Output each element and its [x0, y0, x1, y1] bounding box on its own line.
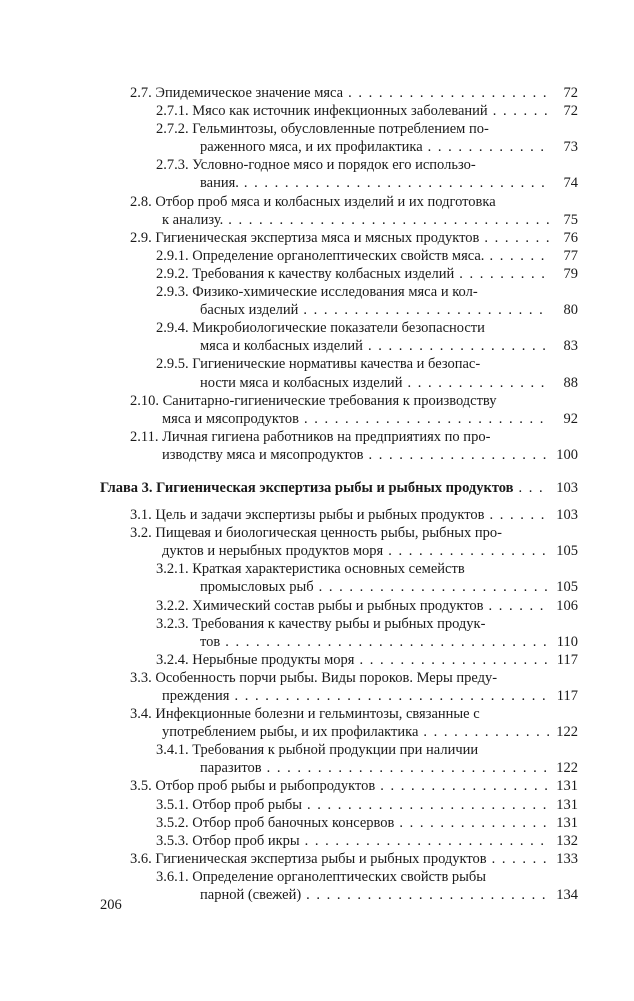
toc-entry-line: [100, 615, 578, 633]
toc-entry-text: 2.9.5. Гигиенические нормативы качества и безопас-: [156, 356, 481, 373]
toc-page-number: 106: [556, 597, 578, 614]
toc-entry-line: [100, 868, 578, 886]
toc-page-number: 92: [563, 410, 578, 427]
toc-entry-line: [100, 669, 578, 687]
toc-entry-line: [100, 651, 578, 669]
toc-entry: [100, 651, 578, 669]
toc-entry: [100, 615, 578, 651]
toc-entry-line: [100, 211, 578, 229]
dot-leader: [267, 759, 549, 777]
toc-page-number: 103: [556, 479, 578, 496]
toc-entry-line: [100, 741, 578, 759]
toc-entry-text: 3.2.4. Нерыбные продукты моря: [156, 651, 355, 668]
toc-page-number: 122: [556, 724, 578, 741]
toc-entry-text: 2.9.3. Физико-химические исследования мяса и кол-: [156, 284, 478, 301]
toc-entry: [100, 156, 578, 192]
toc-entry-line: [100, 301, 578, 319]
toc-entry: [100, 868, 578, 904]
toc-entry-line: [100, 597, 578, 615]
toc-entry-line: [100, 428, 578, 446]
toc-page-number: 133: [556, 850, 578, 867]
dot-leader: [484, 229, 549, 247]
toc-page-number: 110: [556, 633, 578, 650]
toc-page-number: 73: [563, 139, 578, 156]
toc-entry: [100, 741, 578, 777]
toc-entry: [100, 832, 578, 850]
toc-entry-text: 2.11. Личная гигиена работников на предприятиях по про-: [130, 428, 491, 445]
toc-entry-text: 3.5.1. Отбор проб рыбы: [156, 796, 302, 813]
toc-entry: [100, 229, 578, 247]
toc-entry-text: 2.9.2. Требования к качеству колбасных изделий: [156, 265, 455, 282]
toc-entry-text: 2.10. Санитарно-гигиенические требования к производству: [130, 392, 497, 409]
dot-leader: [519, 479, 550, 497]
toc-entry-line: [100, 687, 578, 705]
toc-entry-text: 2.7.1. Мясо как источник инфекционных заболеваний: [156, 103, 488, 120]
toc-entry: [100, 428, 578, 464]
toc-entry-text: Глава 3. Гигиеническая экспертиза рыбы и рыбных продуктов: [100, 479, 514, 496]
toc-entry-text: 2.7.2. Гельминтозы, обусловленные потреблением по-: [156, 121, 489, 138]
dot-leader: [225, 633, 549, 651]
dot-leader: [303, 301, 549, 319]
toc-page-number: 117: [556, 688, 578, 704]
dot-leader: [234, 687, 549, 705]
dot-leader: [244, 174, 549, 192]
toc-entry-line: [100, 446, 578, 464]
toc-entry-text: 3.5.3. Отбор проб икры: [156, 832, 300, 849]
dot-leader: [388, 542, 549, 560]
toc-entry-text: 2.8. Отбор проб мяса и колбасных изделий и их подготовка: [130, 193, 496, 210]
dot-leader: [368, 337, 549, 355]
toc-page-number: 122: [556, 760, 578, 777]
toc-entry: [100, 560, 578, 596]
toc-entry: [100, 524, 578, 560]
toc-entry-text: раженного мяса, и их профилактика: [200, 139, 423, 156]
toc-page-number: 103: [556, 507, 578, 524]
toc-page-number: 74: [563, 175, 578, 192]
dot-leader: [489, 506, 549, 524]
dot-leader: [407, 374, 549, 392]
toc-entry: [100, 796, 578, 814]
toc-entry: [100, 319, 578, 355]
toc-page-number: 79: [563, 265, 578, 282]
toc-entry-text: 3.6. Гигиеническая экспертиза рыбы и рыбных продуктов: [130, 850, 487, 867]
toc-entry-text: 3.4.1. Требования к рыбной продукции при наличии: [156, 742, 479, 759]
toc-entry-line: [100, 247, 578, 265]
toc-entry: [100, 84, 578, 102]
toc-entry: [100, 247, 578, 265]
toc-entry-line: [100, 355, 578, 373]
dot-leader: [306, 886, 549, 904]
toc-entry-line: [100, 832, 578, 850]
toc-entry-text: 3.2.1. Краткая характеристика основных семейств: [156, 561, 465, 578]
dot-leader: [307, 796, 549, 814]
toc-entry-line: [100, 283, 578, 301]
toc-entry: [100, 597, 578, 615]
table-of-contents: [100, 84, 578, 904]
toc-chapter-heading: [100, 479, 578, 497]
toc-entry-line: [100, 759, 578, 777]
toc-entry-text: 3.5. Отбор проб рыбы и рыбопродуктов: [130, 778, 376, 795]
toc-entry-line: [100, 120, 578, 138]
toc-entry-text: преждения: [162, 688, 230, 704]
toc-entry-line: [100, 337, 578, 355]
toc-entry-line: [100, 814, 578, 832]
toc-entry-text: промысловых рыб: [200, 579, 314, 596]
toc-entry: [100, 705, 578, 741]
toc-entry-line: [100, 138, 578, 156]
toc-page-number: 77: [563, 247, 578, 264]
toc-page-number: 76: [563, 229, 578, 246]
toc-page-number: 83: [563, 338, 578, 355]
toc-page-number: 105: [556, 579, 578, 596]
dot-leader: [428, 138, 549, 156]
toc-entry-line: [100, 193, 578, 211]
page-footer-number: 206: [100, 897, 122, 913]
toc-page-number: 117: [556, 651, 578, 668]
toc-entry-text: 3.2.2. Химический состав рыбы и рыбных продуктов: [156, 597, 484, 614]
toc-entry-text: 2.9.1. Определение органолептических свойств мяса.: [156, 247, 485, 264]
toc-entry-text: 3.2.3. Требования к качеству рыбы и рыбных продук-: [156, 615, 486, 632]
toc-page-number: 72: [563, 85, 578, 101]
toc-entry-text: парной (свежей): [200, 887, 302, 904]
toc-entry: [100, 850, 578, 868]
toc-page-number: 131: [556, 778, 578, 795]
dot-leader: [492, 850, 549, 868]
toc-entry: [100, 120, 578, 156]
dot-leader: [319, 578, 549, 596]
toc-entry: [100, 777, 578, 795]
toc-entry-text: 3.4. Инфекционные болезни и гельминтозы, связанные с: [130, 706, 480, 723]
toc-entry-line: [100, 578, 578, 596]
toc-entry: [100, 193, 578, 229]
toc-entry-text: употреблением рыбы, и их профилактика: [162, 724, 419, 741]
dot-leader: [228, 211, 549, 229]
dot-leader: [423, 723, 549, 741]
toc-page-number: 131: [556, 814, 578, 831]
toc-page-number: 100: [556, 446, 578, 463]
toc-entry-text: 3.3. Особенность порчи рыбы. Виды пороков. Меры преду-: [130, 669, 498, 686]
toc-entry-line: [100, 886, 578, 904]
toc-entry-line: [100, 102, 578, 120]
toc-entry-line: [100, 229, 578, 247]
toc-entry-text: 3.2. Пищевая и биологическая ценность рыбы, рыбных про-: [130, 525, 502, 542]
dot-leader: [399, 814, 549, 832]
toc-page-number: 105: [556, 543, 578, 560]
toc-entry-text: мяса и мясопродуктов: [162, 410, 299, 427]
toc-entry-text: тов: [200, 633, 221, 650]
toc-entry-line: [100, 265, 578, 283]
toc-page-number: 134: [556, 887, 578, 904]
toc-entry: [100, 506, 578, 524]
dot-leader: [305, 832, 549, 850]
dot-leader: [380, 777, 549, 795]
toc-entry: [100, 283, 578, 319]
toc-entry-text: 2.9. Гигиеническая экспертиза мяса и мясных продуктов: [130, 229, 480, 246]
dot-leader: [304, 410, 549, 428]
dot-leader: [489, 247, 549, 265]
toc-page-number: 88: [563, 374, 578, 391]
toc-entry-text: паразитов: [200, 760, 262, 777]
dot-leader: [488, 597, 549, 615]
toc-entry-line: [100, 850, 578, 868]
toc-entry-line: [100, 633, 578, 651]
dot-leader: [368, 446, 549, 464]
toc-entry-line: [100, 374, 578, 392]
toc-entry-text: изводству мяса и мясопродуктов: [162, 446, 364, 463]
toc-entry: [100, 392, 578, 428]
toc-page-number: 131: [556, 796, 578, 813]
dot-leader: [493, 102, 549, 120]
toc-entry-line: [100, 705, 578, 723]
toc-entry: [100, 102, 578, 120]
toc-entry-text: басных изделий: [200, 302, 299, 319]
toc-entry: [100, 669, 578, 705]
toc-entry-text: 3.5.2. Отбор проб баночных консервов: [156, 814, 395, 831]
toc-entry-line: [100, 84, 578, 102]
toc-entry-line: [100, 542, 578, 560]
toc-entry-line: [100, 479, 578, 497]
toc-entry-text: 2.9.4. Микробиологические показатели безопасности: [156, 320, 485, 337]
toc-entry-line: [100, 777, 578, 795]
dot-leader: [459, 265, 549, 283]
toc-entry-text: дуктов и нерыбных продуктов моря: [162, 543, 384, 560]
toc-entry-text: 3.6.1. Определение органолептических свойств рыбы: [156, 868, 487, 885]
toc-entry-line: [100, 796, 578, 814]
toc-entry: [100, 355, 578, 391]
toc-page-number: 75: [563, 211, 578, 228]
dot-leader: [359, 651, 549, 669]
toc-entry-text: вания.: [200, 175, 239, 192]
toc-page-number: 132: [556, 832, 578, 849]
toc-entry-line: [100, 174, 578, 192]
toc-entry-line: [100, 156, 578, 174]
toc-page-number: 72: [563, 103, 578, 120]
toc-entry-line: [100, 410, 578, 428]
toc-entry-text: к анализу.: [162, 211, 224, 228]
dot-leader: [348, 84, 549, 102]
toc-entry-line: [100, 319, 578, 337]
toc-entry: [100, 814, 578, 832]
toc-entry-line: [100, 392, 578, 410]
toc-entry: [100, 265, 578, 283]
toc-entry-text: 2.7.3. Условно-годное мясо и порядок его использо-: [156, 157, 476, 174]
toc-entry-line: [100, 506, 578, 524]
toc-entry-line: [100, 524, 578, 542]
toc-entry-text: мяса и колбасных изделий: [200, 338, 363, 355]
toc-entry-text: ности мяса и колбасных изделий: [200, 374, 403, 391]
toc-entry-text: 2.7. Эпидемическое значение мяса: [130, 85, 344, 101]
toc-entry-line: [100, 560, 578, 578]
toc-entry-line: [100, 723, 578, 741]
toc-entry-text: 3.1. Цель и задачи экспертизы рыбы и рыбных продуктов: [130, 507, 485, 524]
toc-page-number: 80: [563, 302, 578, 319]
